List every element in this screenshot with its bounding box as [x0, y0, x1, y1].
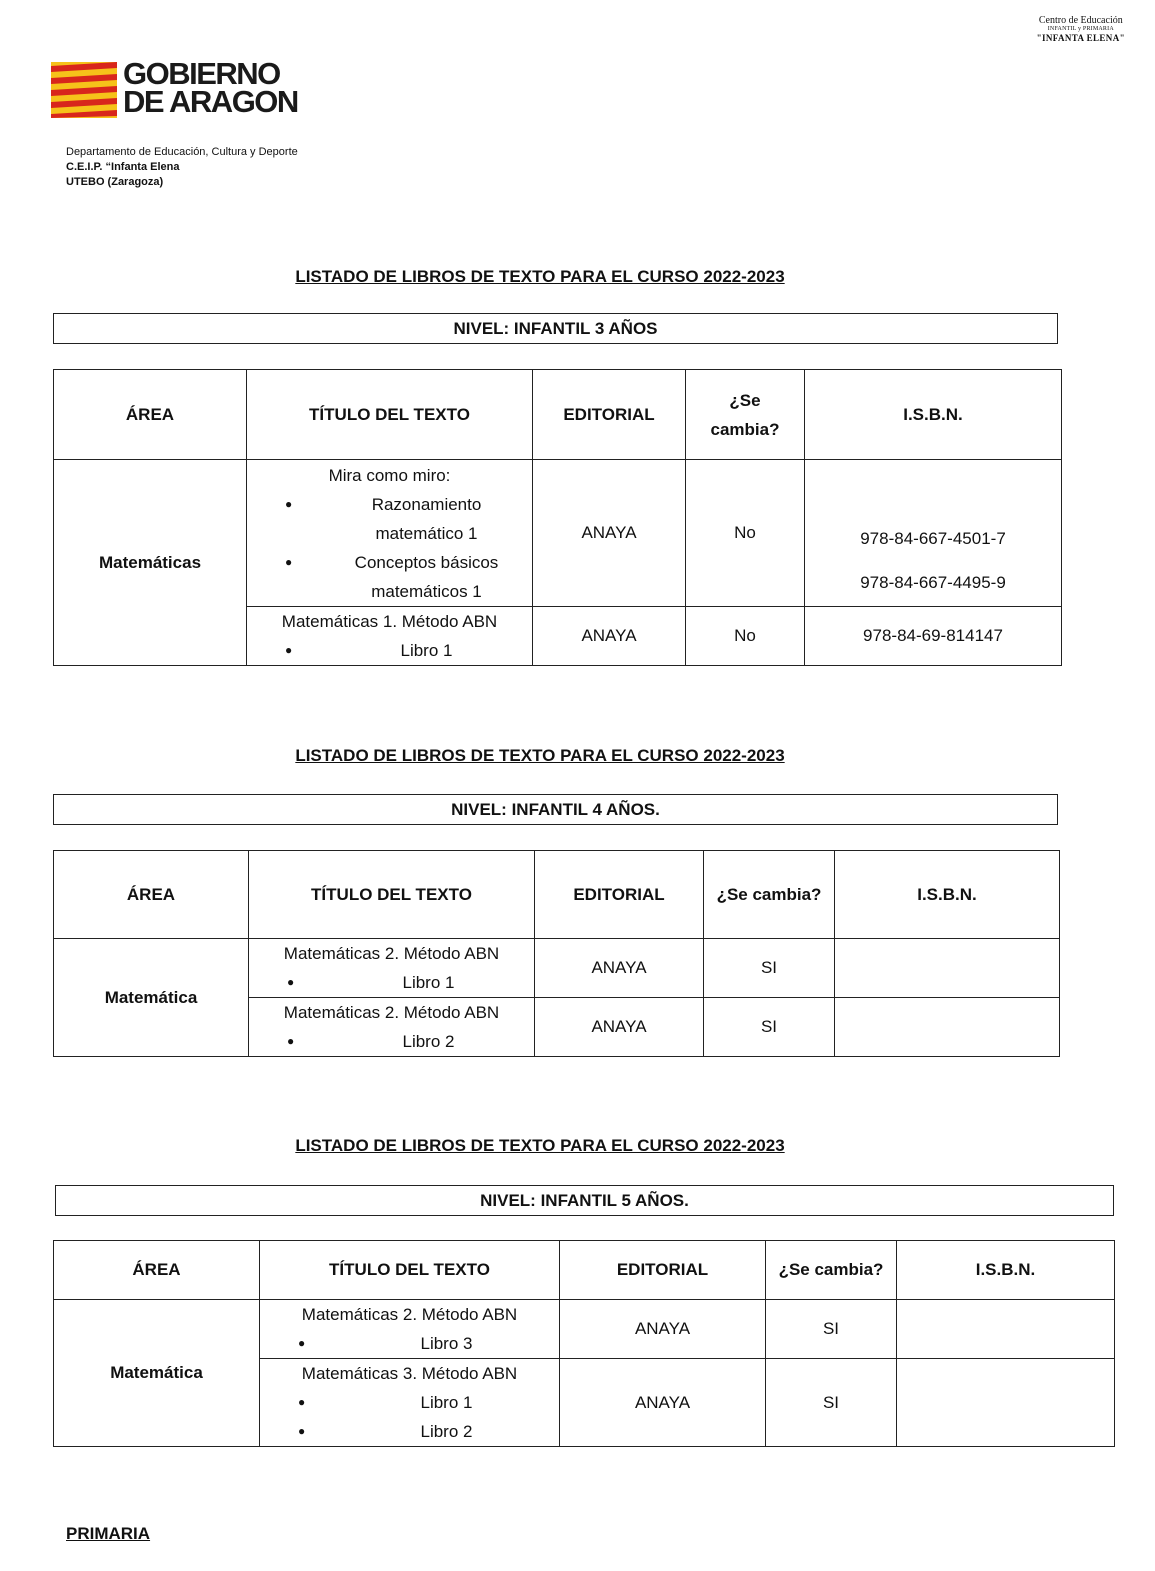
change-cell: SI: [704, 939, 835, 998]
logo-line-2: DE ARAGON: [123, 84, 298, 119]
books-table: [53, 369, 1062, 666]
table-header-row: [54, 1241, 1115, 1300]
col-editorial: EDITORIAL: [533, 370, 686, 460]
list-item: ● Razonamiento: [247, 490, 532, 519]
list-item: ● Libro 1: [247, 636, 532, 665]
col-change: ¿Se cambia?: [766, 1241, 897, 1300]
table-row: [54, 1300, 1115, 1359]
list-item: ● Libro 1: [260, 1388, 559, 1417]
isbn-value: 978-84-667-4495-9: [860, 573, 1006, 592]
primaria-heading: PRIMARIA: [66, 1524, 151, 1543]
isbn-cell: 978-84-69-814147: [805, 607, 1062, 666]
col-area: ÁREA: [54, 851, 249, 939]
level-box: NIVEL: INFANTIL 4 AÑOS.: [53, 794, 1058, 825]
gobierno-aragon-logo: [51, 56, 361, 120]
change-cell: No: [686, 460, 805, 607]
editorial-cell: ANAYA: [560, 1359, 766, 1447]
title-cell: [249, 998, 535, 1057]
editorial-cell: ANAYA: [535, 998, 704, 1057]
title-cell: [249, 939, 535, 998]
aragon-flag-icon: [51, 62, 117, 118]
isbn-cell: [835, 939, 1060, 998]
school-stamp: [1037, 16, 1125, 43]
list-item: ● Conceptos básicos: [247, 548, 532, 577]
book-title: Matemáticas 1. Método ABN: [281, 612, 498, 631]
list-item-continuation: matemático 1: [375, 523, 478, 543]
isbn-cell: [897, 1359, 1115, 1447]
list-item: ● Libro 2: [249, 1027, 534, 1056]
school-location: UTEBO (Zaragoza): [66, 176, 164, 188]
area-cell: Matemática: [54, 1300, 260, 1447]
list-item: ● Libro 2: [260, 1417, 559, 1446]
isbn-cell: [805, 460, 1062, 607]
table-row: [54, 939, 1060, 998]
table-row: [54, 460, 1062, 607]
book-title: Matemáticas 2. Método ABN: [301, 1305, 518, 1324]
logo-text: [123, 56, 298, 119]
books-table: [53, 1240, 1115, 1447]
book-title: Matemáticas 2. Método ABN: [283, 944, 500, 963]
change-cell: SI: [766, 1359, 897, 1447]
level-box: NIVEL: INFANTIL 3 AÑOS: [53, 313, 1058, 344]
list-item-continuation: matemáticos 1: [371, 581, 482, 601]
stamp-line-2: INFANTIL y PRIMARIA: [1047, 26, 1114, 32]
department-name: Departamento de Educación, Cultura y Deporte: [66, 146, 298, 158]
isbn-cell: [835, 998, 1060, 1057]
col-title: TÍTULO DEL TEXTO: [247, 370, 533, 460]
book-title: Matemáticas 3. Método ABN: [301, 1364, 518, 1383]
col-change: [686, 370, 805, 460]
isbn-value: 978-84-667-4501-7: [860, 529, 1006, 548]
stamp-line-3: "INFANTA ELENA": [1036, 33, 1125, 43]
col-change-line-1: ¿Se: [729, 390, 761, 410]
editorial-cell: ANAYA: [560, 1300, 766, 1359]
school-name: C.E.I.P. “Infanta Elena: [66, 161, 180, 173]
area-cell: Matemática: [54, 939, 249, 1057]
area-cell: Matemáticas: [54, 460, 247, 666]
table-header-row: [54, 370, 1062, 460]
col-area: ÁREA: [54, 1241, 260, 1300]
list-item: ● Libro 1: [249, 968, 534, 997]
col-isbn: I.S.B.N.: [805, 370, 1062, 460]
title-cell: [247, 607, 533, 666]
table-header-row: [54, 851, 1060, 939]
level-box: NIVEL: INFANTIL 5 AÑOS.: [55, 1185, 1114, 1216]
editorial-cell: ANAYA: [533, 607, 686, 666]
col-isbn: I.S.B.N.: [897, 1241, 1115, 1300]
title-cell: [260, 1359, 560, 1447]
change-cell: SI: [704, 998, 835, 1057]
logo-line-1: GOBIERNO: [123, 56, 280, 91]
col-title: TÍTULO DEL TEXTO: [260, 1241, 560, 1300]
col-editorial: EDITORIAL: [560, 1241, 766, 1300]
stamp-line-1: Centro de Educación: [1038, 15, 1123, 26]
book-title: Matemáticas 2. Método ABN: [283, 1003, 500, 1022]
title-cell: [247, 460, 533, 607]
department-info: [66, 145, 298, 190]
editorial-cell: ANAYA: [533, 460, 686, 607]
books-table: [53, 850, 1060, 1057]
section-heading: LISTADO DE LIBROS DE TEXTO PARA EL CURSO 2022-2023: [295, 267, 785, 286]
col-isbn: I.S.B.N.: [835, 851, 1060, 939]
col-change-line-2: cambia?: [710, 419, 780, 439]
editorial-cell: ANAYA: [535, 939, 704, 998]
col-title: TÍTULO DEL TEXTO: [249, 851, 535, 939]
list-item: ● Libro 3: [260, 1329, 559, 1358]
section-heading: LISTADO DE LIBROS DE TEXTO PARA EL CURSO 2022-2023: [295, 746, 785, 765]
isbn-cell: [897, 1300, 1115, 1359]
col-editorial: EDITORIAL: [535, 851, 704, 939]
col-change: ¿Se cambia?: [704, 851, 835, 939]
change-cell: SI: [766, 1300, 897, 1359]
change-cell: No: [686, 607, 805, 666]
book-title: Mira como miro:: [328, 465, 451, 485]
col-area: ÁREA: [54, 370, 247, 460]
section-heading: LISTADO DE LIBROS DE TEXTO PARA EL CURSO 2022-2023: [295, 1136, 785, 1155]
title-cell: [260, 1300, 560, 1359]
